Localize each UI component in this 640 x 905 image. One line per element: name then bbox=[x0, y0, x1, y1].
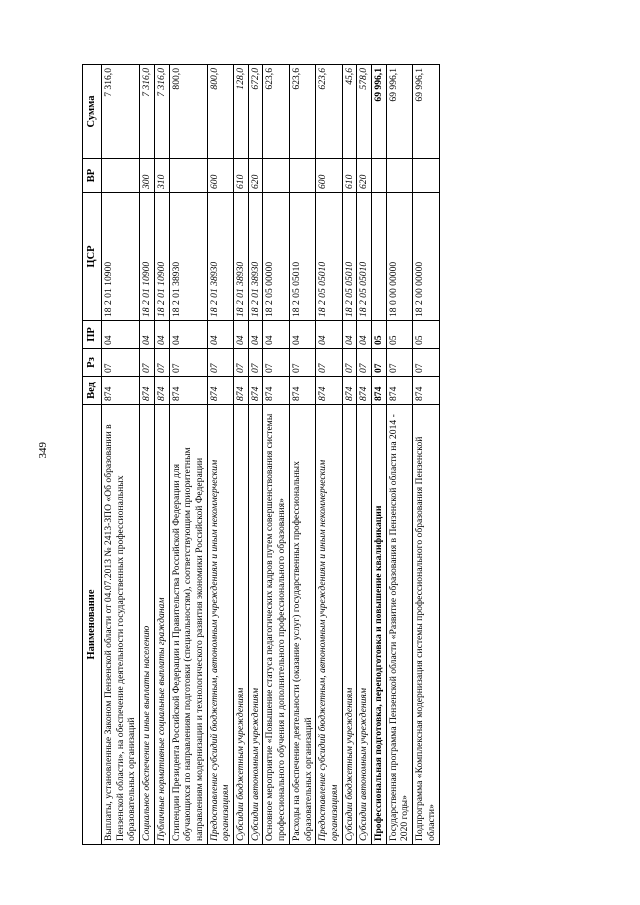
table-row bbox=[386, 65, 412, 845]
table-row bbox=[342, 65, 357, 845]
table-row bbox=[372, 65, 387, 845]
cell-rz: 07 bbox=[154, 349, 169, 377]
cell-ved: 874 bbox=[234, 377, 249, 405]
table-row bbox=[234, 65, 249, 845]
header-name: Наименование bbox=[83, 405, 102, 845]
cell-name: Предоставление субсидий бюджетным, автономным учреждениям и иным некоммерческим организациям bbox=[316, 405, 342, 845]
cell-vr: 620 bbox=[248, 159, 263, 193]
cell-csr: 18 2 05 00000 bbox=[263, 193, 289, 321]
cell-csr: 18 2 00 00000 bbox=[413, 193, 439, 321]
cell-vr bbox=[386, 159, 412, 193]
cell-pr: 05 bbox=[413, 321, 439, 349]
cell-sum: 69 996,1 bbox=[372, 65, 387, 159]
cell-pr: 04 bbox=[154, 321, 169, 349]
cell-pr: 04 bbox=[248, 321, 263, 349]
cell-vr bbox=[263, 159, 289, 193]
cell-pr: 04 bbox=[342, 321, 357, 349]
cell-sum: 800,0 bbox=[169, 65, 207, 159]
header-vr: ВР bbox=[83, 159, 102, 193]
cell-ved: 874 bbox=[169, 377, 207, 405]
cell-name: Выплаты, установленные Законом Пензенской области от 04.07.2013 № 2413-ЗПО «Об образовании в Пензенской области», на обеспечение деятельности государственных профессиональных образовательных организаций bbox=[102, 405, 140, 845]
cell-sum: 7 316,0 bbox=[154, 65, 169, 159]
cell-csr: 18 2 01 38930 bbox=[234, 193, 249, 321]
cell-csr bbox=[372, 193, 387, 321]
cell-pr: 05 bbox=[386, 321, 412, 349]
cell-vr bbox=[169, 159, 207, 193]
cell-pr: 04 bbox=[140, 321, 155, 349]
cell-sum: 45,6 bbox=[342, 65, 357, 159]
cell-vr bbox=[102, 159, 140, 193]
cell-csr: 18 2 01 10900 bbox=[140, 193, 155, 321]
cell-csr: 18 2 01 38930 bbox=[169, 193, 207, 321]
cell-csr: 18 0 00 00000 bbox=[386, 193, 412, 321]
cell-name: Субсидии бюджетным учреждениям bbox=[234, 405, 249, 845]
cell-sum: 578,0 bbox=[357, 65, 372, 159]
cell-sum: 623,6 bbox=[316, 65, 342, 159]
cell-sum: 623,6 bbox=[263, 65, 289, 159]
cell-pr: 04 bbox=[263, 321, 289, 349]
cell-rz: 07 bbox=[234, 349, 249, 377]
table-row bbox=[413, 65, 439, 845]
cell-sum: 69 996,1 bbox=[386, 65, 412, 159]
cell-sum: 623,6 bbox=[289, 65, 315, 159]
cell-name: Расходы на обеспечение деятельности (оказание услуг) государственных профессиональных образовательных организаций bbox=[289, 405, 315, 845]
cell-name: Государственная программа Пензенской области «Развитие образования в Пензенской области на 2014 - 2020 годы» bbox=[386, 405, 412, 845]
rotated-page bbox=[82, 65, 540, 845]
cell-rz: 07 bbox=[316, 349, 342, 377]
cell-pr: 04 bbox=[169, 321, 207, 349]
cell-csr: 18 2 05 05010 bbox=[342, 193, 357, 321]
cell-csr: 18 2 01 38930 bbox=[248, 193, 263, 321]
table-row bbox=[248, 65, 263, 845]
cell-vr: 310 bbox=[154, 159, 169, 193]
cell-name: Профессиональная подготовка, переподготовка и повышение квалификации bbox=[372, 405, 387, 845]
cell-csr: 18 2 05 05010 bbox=[316, 193, 342, 321]
cell-pr: 04 bbox=[289, 321, 315, 349]
cell-name: Основное мероприятие «Повышение статуса педагогических кадров путем совершенствования системы профессионального обучения и дополнительного профессионального образования» bbox=[263, 405, 289, 845]
cell-csr: 18 2 05 05010 bbox=[289, 193, 315, 321]
header-rz: Рз bbox=[83, 349, 102, 377]
cell-rz: 07 bbox=[169, 349, 207, 377]
cell-sum: 128,0 bbox=[234, 65, 249, 159]
table-row bbox=[154, 65, 169, 845]
cell-pr: 04 bbox=[234, 321, 249, 349]
cell-name: Предоставление субсидий бюджетным, автономным учреждениям и иным некоммерческим организациям bbox=[207, 405, 233, 845]
cell-rz: 07 bbox=[413, 349, 439, 377]
cell-vr bbox=[289, 159, 315, 193]
cell-pr: 04 bbox=[102, 321, 140, 349]
cell-rz: 07 bbox=[289, 349, 315, 377]
cell-rz: 07 bbox=[372, 349, 387, 377]
cell-csr: 18 2 01 10900 bbox=[154, 193, 169, 321]
table-row bbox=[169, 65, 207, 845]
cell-vr bbox=[413, 159, 439, 193]
header-ved: Вед bbox=[83, 377, 102, 405]
cell-ved: 874 bbox=[316, 377, 342, 405]
cell-ved: 874 bbox=[342, 377, 357, 405]
cell-ved: 874 bbox=[102, 377, 140, 405]
cell-sum: 800,0 bbox=[207, 65, 233, 159]
cell-rz: 07 bbox=[140, 349, 155, 377]
cell-csr: 18 2 05 05010 bbox=[357, 193, 372, 321]
cell-pr: 04 bbox=[357, 321, 372, 349]
table-row bbox=[357, 65, 372, 845]
cell-name: Субсидии бюджетным учреждениям bbox=[342, 405, 357, 845]
cell-csr: 18 2 01 38930 bbox=[207, 193, 233, 321]
cell-name: Субсидии автономным учреждениям bbox=[248, 405, 263, 845]
cell-ved: 874 bbox=[289, 377, 315, 405]
cell-vr: 600 bbox=[316, 159, 342, 193]
cell-ved: 874 bbox=[386, 377, 412, 405]
cell-rz: 07 bbox=[386, 349, 412, 377]
cell-ved: 874 bbox=[357, 377, 372, 405]
table-row bbox=[289, 65, 315, 845]
cell-sum: 69 996,1 bbox=[413, 65, 439, 159]
cell-name: Публичные нормативные социальные выплаты гражданам bbox=[154, 405, 169, 845]
cell-name: Социальное обеспечение и иные выплаты населению bbox=[140, 405, 155, 845]
cell-ved: 874 bbox=[248, 377, 263, 405]
cell-sum: 7 316,0 bbox=[102, 65, 140, 159]
cell-rz: 07 bbox=[342, 349, 357, 377]
cell-rz: 07 bbox=[263, 349, 289, 377]
cell-ved: 874 bbox=[154, 377, 169, 405]
cell-ved: 874 bbox=[207, 377, 233, 405]
cell-ved: 874 bbox=[263, 377, 289, 405]
table-row bbox=[207, 65, 233, 845]
cell-name: Субсидии автономным учреждениям bbox=[357, 405, 372, 845]
cell-pr: 04 bbox=[316, 321, 342, 349]
budget-table bbox=[82, 64, 440, 845]
cell-rz: 07 bbox=[357, 349, 372, 377]
page-number: 349 bbox=[37, 442, 49, 459]
table-row bbox=[102, 65, 140, 845]
cell-vr: 620 bbox=[357, 159, 372, 193]
cell-pr: 04 bbox=[207, 321, 233, 349]
table-body bbox=[102, 65, 440, 845]
cell-vr: 610 bbox=[234, 159, 249, 193]
table-row bbox=[263, 65, 289, 845]
header-csr: ЦСР bbox=[83, 193, 102, 321]
cell-vr bbox=[372, 159, 387, 193]
cell-pr: 05 bbox=[372, 321, 387, 349]
table-row bbox=[316, 65, 342, 845]
cell-vr: 300 bbox=[140, 159, 155, 193]
table-row bbox=[140, 65, 155, 845]
cell-vr: 610 bbox=[342, 159, 357, 193]
cell-rz: 07 bbox=[207, 349, 233, 377]
table-header-row bbox=[83, 65, 102, 845]
cell-vr: 600 bbox=[207, 159, 233, 193]
cell-rz: 07 bbox=[248, 349, 263, 377]
cell-sum: 672,0 bbox=[248, 65, 263, 159]
cell-rz: 07 bbox=[102, 349, 140, 377]
cell-ved: 874 bbox=[140, 377, 155, 405]
cell-csr: 18 2 01 10900 bbox=[102, 193, 140, 321]
header-pr: ПР bbox=[83, 321, 102, 349]
cell-ved: 874 bbox=[413, 377, 439, 405]
cell-name: Стипендии Президента Российской Федерации и Правительства Российской Федерации для обучающихся по направлениям подготовки (специальностям), соответствующим приоритетным направлениям модернизации и технологического развития экономики Российской Федерации bbox=[169, 405, 207, 845]
cell-name: Подпрограмма «Комплексная модернизация системы профессионального образования Пензенской области» bbox=[413, 405, 439, 845]
cell-ved: 874 bbox=[372, 377, 387, 405]
header-sum: Сумма bbox=[83, 65, 102, 159]
cell-sum: 7 316,0 bbox=[140, 65, 155, 159]
